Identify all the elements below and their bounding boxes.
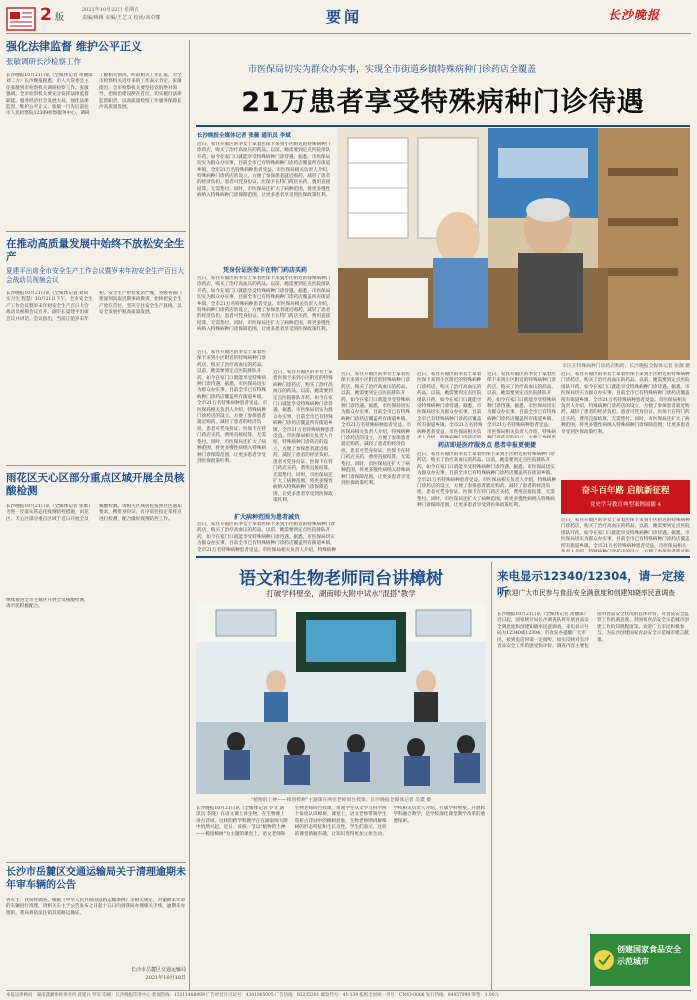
footer-text: 本报法律顾问：湖南潇湘律师事务所 蒋建兵 罗军 印刷：长沙晚报印务中心 新闻热线：15111488999 广告经营许可证号：4301005005 广告热线：82235301 邮发代号：41-139 报纸全国统一刊号：CN43-0006 发行热线：84457999 零售：1.00元 <box>6 993 499 998</box>
article1-title: 强化法律监督 维护公平正义 <box>6 40 142 53</box>
notice-body: 各车主：我局经调查，根据《中华人民共和国道路运输条例》等相关规定，对逾期未年审的车辆进行清理，请相关车主于公告发布之日起十五日内到我局办理相关手续，逾期未办理的，我局将依法注销其道路运输证。 <box>6 898 186 916</box>
masthead-logo-block <box>6 6 36 32</box>
banner-subtitle: 党史学习教育典型案例展播 4 <box>589 502 662 508</box>
article3-title: 雨花区天心区部分重点区域开展全员核酸检测 <box>6 472 185 497</box>
hotline-subheadline: 欢迎广大市民参与食品安全满意度和创建知晓率民意调查 <box>505 589 675 597</box>
notice-date: 2021年10月18日 <box>145 975 186 981</box>
article2-body: 长沙晚报10月21日讯（全媒体记者 刘尚 实习生 程慧）10月21日下午，全市安全生产工作会议暨岁末年初安全生产百日大会战动员视频会议召开。副市长夏建平出席会议并讲话。会议指出，当前正值岁末年初，安全生产形势复杂严峻，各级各部门要深刻汲取近期事故教训，始终把安全生产放在首位，坚决守住安全生产底线，以安全发展护航高质量发展。 <box>6 291 182 322</box>
main-col-6b: 近日，家住开福区的李女士拿着医保卡来到小区附近的特殊病种门诊药店，购买了治疗高血压的药品。以前，她需要到定点医院排队开药，如今在家门口就能享受特殊病种门诊待遇。据悉，市医保局切实为群众办实事，目前全市已有特殊病种门诊药店覆盖所有街道乡镇，全市21万名特殊病种患者受益。市医保局相关 <box>561 518 690 549</box>
food-safety-ad <box>590 934 690 986</box>
notice-rule <box>6 862 186 863</box>
date-line: 2021年10月22日 星期五 <box>82 7 140 13</box>
footer-rule <box>6 990 691 991</box>
divider <box>6 465 186 466</box>
main-section-head-2: 扩大病种范围为患者减负 <box>233 514 300 521</box>
language-subheadline: 打破学科壁垒，湖南师大附中试水"混搭"教学 <box>266 589 416 598</box>
main-col-5: 近日，家住开福区的李女士拿着医保卡来到小区附近的特殊病种门诊药店，购买了治疗高血压的药品。以前，她需要到定点医院排队开药，如今在家门口就能享受特殊病种门诊待遇。据悉，市医保局切实为群众办实事，目前全市已有特殊病种门诊药店覆盖所有街道乡镇，全市21万名特殊病种患者受益。市医保局相关负责人介绍，特殊病 <box>487 372 556 435</box>
banner-title: 奋斗百年路 启航新征程 <box>581 486 670 496</box>
main-section-head-1: 凭身份证医保卡在特门药店买药 <box>222 267 307 274</box>
food-safety-ad-text: 创建国家食品安全示范城市 <box>617 945 681 966</box>
hotline-body: 长沙晚报10月21日讯（全媒体记者 黄丽琼）近日起，国家统计局长沙调查队将开展食品安全满意度和创建知晓率民意调查，来电显示号码为12340或12304。市食安办提醒广大市民，接到电话时请一定接听，如实反映对长沙食品安全工作的感受和评价。调查内容主要包括对食品安全状况的总体评价、对食品安全监管工作的满意度、对国家食品安全示范城市创建工作的知晓程度等。欢迎广大市民积极参与，为长沙创建国家食品安全示范城市建言献策。 <box>497 612 689 650</box>
main-col-4: 近日，家住开福区的李女士拿着医保卡来到小区附近的特殊病种门诊药店，购买了治疗高血压的药品。以前，她需要到定点医院排队开药，如今在家门口就能享受特殊病种门诊待遇。据悉，市医保局切实为群众办实事，目前全市已有特殊病种门诊药店覆盖所有街道乡镇，全市21万名特殊病种患者受益。市医保局相关负 <box>417 372 483 435</box>
banner <box>561 480 690 514</box>
main-col-4b: 近日，家住开福区的李女士拿着医保卡来到小区附近的特殊病种门诊药店，购买了治疗高血压的药品。以前，她需要到定点医院排队开药，如今在家门口就能享受特殊病种门诊待遇。据悉，市医保局切实为群众办实事，目前全市已有特殊病种门诊药店覆盖所有街道乡镇，全市21万名特殊病种患者受益。市医保局相关负责人介绍，特殊病种门诊药店的设立，方便了参保患者就近购药，减轻了患者的经济负担。患者可凭身份证、医保卡在特门药店买药，费用直接结算，无需垫付。同时，市医保局还扩大了病种范围，将更多慢性病纳入特殊病种门诊保障范围，让更多患者享受到医保政策红利。 <box>417 452 557 509</box>
continued-text: 继续推进全市主城区开展全员核酸检测，请市民积极配合。 <box>6 598 89 610</box>
page-label: 版 <box>55 13 65 23</box>
section-separator <box>196 556 690 558</box>
notice-issuer: 长沙市岳麓区交通运输局 <box>130 967 186 973</box>
article2-subtitle: 夏建平出席全市安全生产工作会议暨岁末年初安全生产百日大会战动员视频会议 <box>6 267 185 284</box>
editor-line: 责编/梅梅 美编/王艺文 校读/刘卓娜 <box>82 15 161 21</box>
main-body-top: 近日，家住开福区的李女士拿着医保卡来到小区附近的特殊病种门诊药店，购买了治疗高血压的药品。以前，她需要到定点医院排队开药，如今在家门口就能享受特殊病种门诊待遇。据悉，市医保局切实为群众办实事，目前全市已有特殊病种门诊药店覆盖所有街道乡镇，全市21万名特殊病种患者受益。市医保局相关负责人介绍，特殊病种门诊药店的设立，方便了参保患者就近购药，减轻了患者的经济负担。患者可凭身份证、医保卡在特门药店买药，费用直接结算，无需垫付。同时，市医保局还扩大了病种范围，将更多慢性病纳入特殊病种门诊保障范围，让更多患者享受到医保政策红利。 <box>197 142 332 199</box>
masthead-rule <box>6 33 691 34</box>
main-col-2b: 近日，家住开福区的李女士拿着医保卡来到小区附近的特殊病种门诊药店，购买了治疗高血压的药品。以前，她需要到定点医院排队开药，如今在家门口就能享受特殊病种门诊待遇。据悉，市医保局切实为群众办实事，目前全市已有特殊病种门诊药店覆盖所有街道乡镇，全市21万名特殊病种患者受益。市医保局相关负责人介绍，特殊病种 <box>197 522 337 552</box>
main-col-6: 近日，家住开福区的李女士拿着医保卡来到小区附近的特殊病种门诊药店，购买了治疗高血压的药品。以前，她需要到定点医院排队开药，如今在家门口就能享受特殊病种门诊待遇。据悉，市医保局切实为群众办实事，目前全市已有特殊病种门诊药店覆盖所有街道乡镇，全市21万名特殊病种患者受益。市医保局相关负责人介绍，特殊病种门诊药店的设立，方便了参保患者就近购药，减轻了患者的经济负担。患者可凭身份证、医保卡在特门药店买药，费用直接结算，无需垫付。同时，市医保局还扩大了病种范围，将更多慢性病纳入特殊病种门诊保障范围，让更多患者享受到医保政策红利。 <box>561 372 690 435</box>
main-col-1: 近日，家住开福区的李女士拿着医保卡来到小区附近的特殊病种门诊药店，购买了治疗高血压的药品。以前，她需要到定点医院排队开药，如今在家门口就能享受特殊病种门诊待遇。据悉，市医保局切实为群众办实事，目前全市已有特殊病种门诊药店覆盖所有街道乡镇，全市21万名特殊病种患者受益。市医保局相关负责人介绍，特殊病种门诊药店的设立，方便了参保患者就近购药，减轻了患者的经济负担。患者可凭身份证、医保卡在特门药店买药，费用直接结算，无需垫付。同时，市医保局还扩大了病种范围，将更多慢性病纳入特殊病种门诊保障范围，让更多患者享受到医保政策红利。 <box>197 350 268 464</box>
main-byline: 长沙晚报全媒体记者 张薇 通讯员 李斌 <box>197 133 291 139</box>
main-headline: 21万患者享受特殊病种门诊待遇 <box>241 87 645 118</box>
main-col-3: 近日，家住开福区的李女士拿着医保卡来到小区附近的特殊病种门诊药店，购买了治疗高血压的药品。以前，她需要到定点医院排队开药，如今在家门口就能享受特殊病种门诊待遇。据悉，市医保局切实为群众办实事，目前全市已有特殊病种门诊药店覆盖所有街道乡镇，全市21万名特殊病种患者受益。市医保局相关负责人介绍，特殊病种门诊药店的设立，方便了参保患者就近购药，减轻了患者的经济负担。患者可凭身份证、医保卡在特门药店买药，费用直接结算，无需垫付。同时，市医保局还扩大了病种范围，将更多慢性病纳入特殊病种门诊保障范围，让更多患者享受到医保政策红利。 <box>341 372 412 486</box>
main-body-top-b: 近日，家住开福区的李女士拿着医保卡来到小区附近的特殊病种门诊药店，购买了治疗高血压的药品。以前，她需要到定点医院排队开药，如今在家门口就能享受特殊病种门诊待遇。据悉，市医保局切实为群众办实事，目前全市已有特殊病种门诊药店覆盖所有街道乡镇，全市21万名特殊病种患者受益。市医保局相关负责人介绍，特殊病种门诊药店的设立，方便了参保患者就近购药，减轻了患者的经济负担。患者可凭身份证、医保卡在特门药店买药，费用直接结算，无需垫付。同时，市医保局还扩大了病种范围，将更多慢性病纳入特殊病种门诊保障范围，让更多患者享受到医保政策红利。 <box>197 276 332 333</box>
article3-body: 长沙晚报10月21日讯（全媒体记者 张薇）为进一步落实常态化疫情防控措施，雨花区、天心区部分重点区域于近日开展全员核酸检测。请相关区域居民按照社区通知要求，携带身份证，有序前往指定采样点进行检测，配合做好疫情防控工作。 <box>6 504 182 522</box>
article2-title: 在推动高质量发展中始终不放松安全生产 <box>6 238 185 263</box>
main-photo-caption: 市民在特殊病种门诊药店购药。长沙晚报全媒体记者 张薇 摄 <box>562 364 690 369</box>
section-title: 要闻 <box>326 8 363 26</box>
classroom-caption: "植物的上神——樟园樟树"主题课在两位老师同台授课。长沙晚报全媒体记者 吴潇 摄 <box>250 798 432 803</box>
language-body: 长沙晚报10月21日讯（全媒体记者 罗文 通讯员 李晓）在语文课上讲生物，在生物课上讲古诗词，这样的跨学科教学正在湖南师大附中悄然兴起。近日，该校一节以"植物的上神——樟园樟树"为主题的课堂上，语文老师和生物老师同台授课，带领学生从文学与科学两个角度认识樟树。课堂上，语文老师带领学生赏析古诗词中的樟树意象，生物老师则讲解樟树的形态特征和生长习性。学生们表示，这样的课堂新颖有趣，让知识变得更加立体生动。学校相关负责人介绍，打破学科壁垒，开展跨学科融合教学，是学校深化课堂教学改革的重要探索。 <box>196 806 486 837</box>
left-column <box>6 40 186 990</box>
newspaper-icon <box>6 6 36 32</box>
main-section-head-3: 药店即是医疗服务点 患者申报更便捷 <box>437 442 537 449</box>
classroom-scene <box>196 602 486 794</box>
main-photo <box>338 128 690 360</box>
main-kicker: 市医保局切实为群众办实事，实现全市街道乡镇特殊病种门诊药店全覆盖 <box>248 65 537 75</box>
column-rule <box>189 40 190 990</box>
language-headline: 语文和生物老师同台讲樟树 <box>239 569 443 589</box>
continued-block <box>6 598 186 708</box>
main-col-2: 近日，家住开福区的李女士拿着医保卡来到小区附近的特殊病种门诊药店，购买了治疗高血压的药品。以前，她需要到定点医院排队开药，如今在家门口就能享受特殊病种门诊待遇。据悉，市医保局切实为群众办实事，目前全市已有特殊病种门诊药店覆盖所有街道乡镇，全市21万名特殊病种患者受益。市医保局相关负责人介绍，特殊病种门诊药店的设立，方便了参保患者就近购药，减轻了患者的经济负担。患者可凭身份证、医保卡在特门药店买药，费用直接结算，无需垫付。同时，市医保局还扩大了病种范围，将更多慢性病纳入特殊病种门诊保障范围，让更多患者享受到医保政策红利。 <box>273 370 334 504</box>
pharmacy-photo <box>338 128 690 360</box>
headline-rule <box>196 125 690 127</box>
divider <box>6 231 186 232</box>
notice-title: 长沙市岳麓区交通运输局关于清理逾期未年审车辆的公告 <box>6 867 186 891</box>
article1-subtitle: 张敏调研长沙检察工作 <box>6 57 81 66</box>
hotline-headline: 来电显示12340/12304，请一定接听 <box>497 569 685 599</box>
article1-body: 长沙晚报10月21日讯（全媒体记者 黄丽琼 刘二力）长沙晚报据悉，市人大常委会主任张敏到市检察机关调研检察工作。张敏强调，全市检察机关要充分发挥法律监督职能，服务经济社会发展大局，强化法律监督，维护公平正义。张敏一行先后前往市人民检察院12309检察服务中心，调研了解相关情况，听取相关工作汇报，对全市检察机关近年来的工作表示肯定。张敏指出，全市检察机关要坚持党的绝对领导，把政治建设摆在首位，切实履行法律监督职责，以高质量检察工作服务保障长沙高质量发展。 <box>6 73 182 117</box>
column-rule-right <box>491 562 492 990</box>
masthead-logo: 长沙晚报 <box>608 8 661 22</box>
classroom-photo <box>196 602 486 794</box>
page-number: 2 <box>40 5 52 25</box>
